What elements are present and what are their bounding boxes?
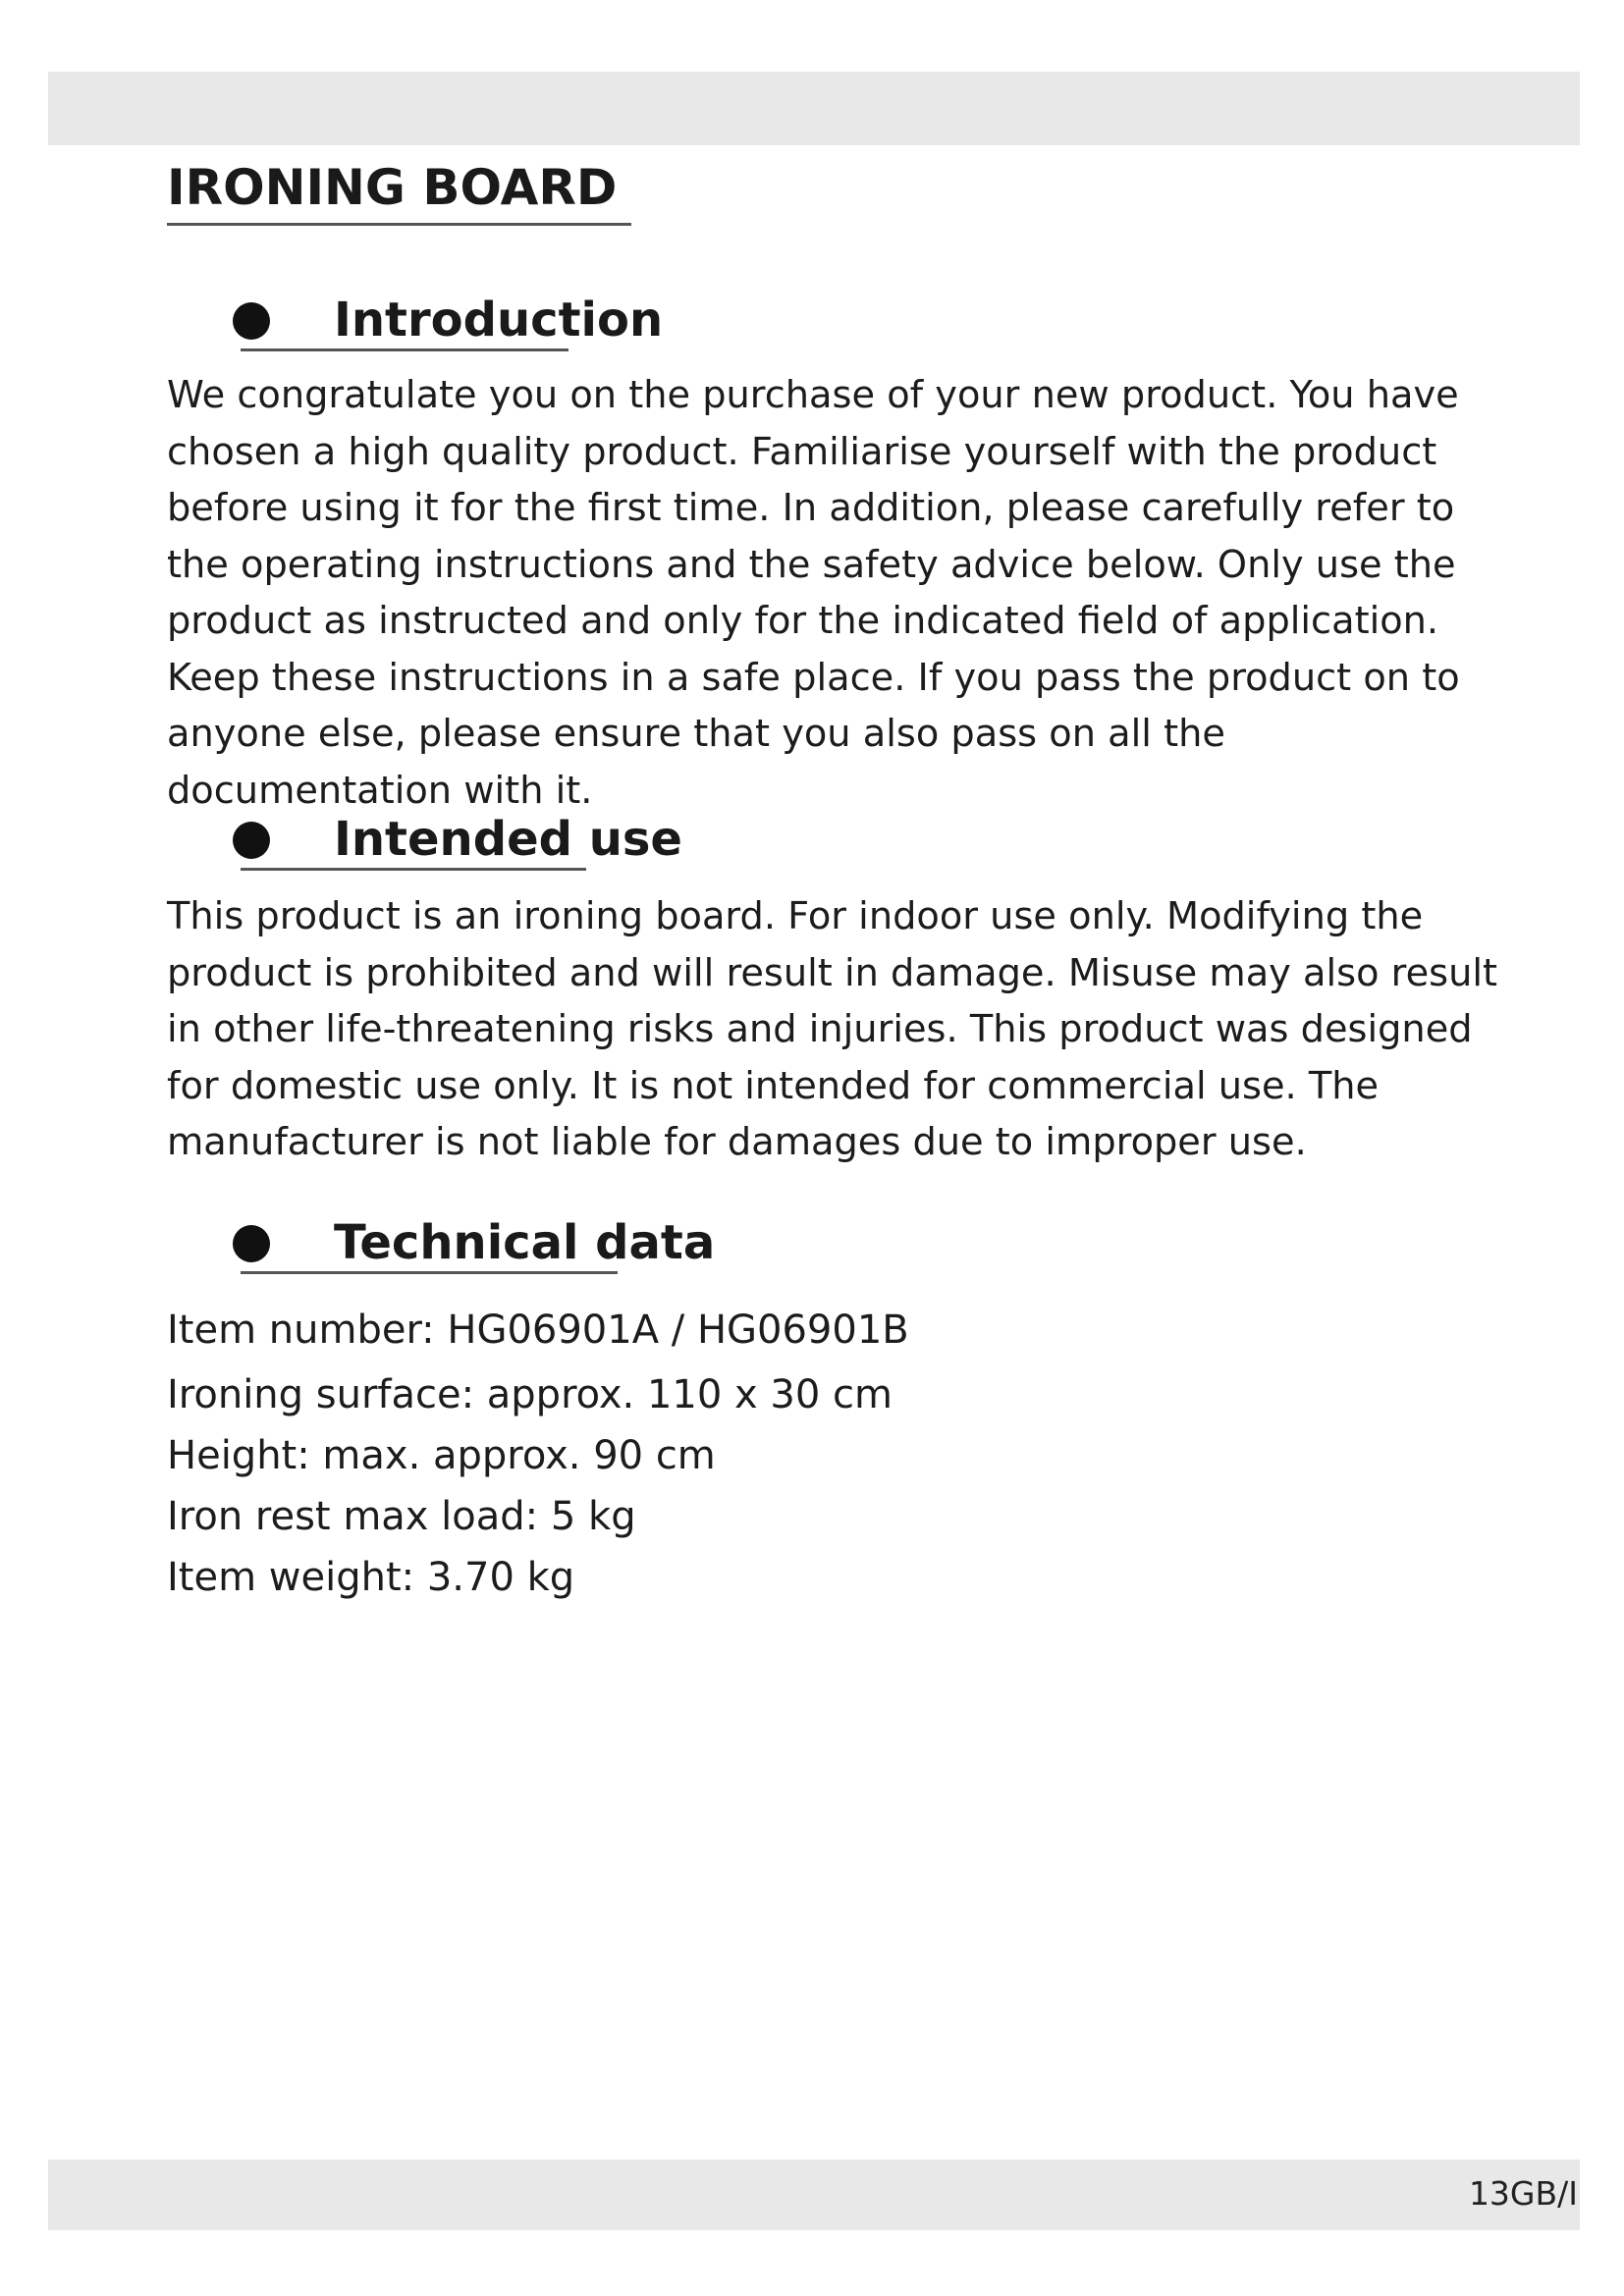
- heading-underline: [241, 1271, 618, 1274]
- introduction-paragraph: We congratulate you on the purchase of your new product. You have chosen a high quality product. Familiarise yourself with the product before using it for the first time. In addition, please carefully refer to the operating instructions and the safety advice below. Only use the product as instructed and only for the indicated field of application. Keep these instructions in a safe place. If you pass the product on to anyone else, please ensure that you also pass on all the documentation with it.: [167, 373, 1460, 813]
- spec-ironing-surface: Ironing surface: approx. 110 x 30 cm: [167, 1372, 893, 1417]
- bullet-icon: [233, 822, 270, 859]
- page-title: IRONING BOARD: [167, 159, 618, 216]
- heading-introduction: Introduction: [334, 293, 664, 347]
- page-number: 13GB/I: [1468, 2174, 1578, 2213]
- heading-underline: [241, 348, 568, 351]
- heading-intended-use: Intended use: [334, 812, 682, 867]
- header-band: [48, 72, 1580, 145]
- heading-underline: [241, 868, 586, 871]
- footer-band: [48, 2160, 1580, 2230]
- title-underline: [167, 223, 631, 226]
- bullet-icon: [233, 1225, 270, 1262]
- intended-use-paragraph: This product is an ironing board. For indoor use only. Modifying the product is prohibited and will result in damage. Misuse may also result in other life-threatening risks and injuries. This product was designed for domestic use only. It is not intended for commercial use. The manufacturer is not liable for damages due to improper use.: [167, 894, 1498, 1164]
- heading-technical-data: Technical data: [334, 1215, 716, 1270]
- spec-iron-rest-load: Iron rest max load: 5 kg: [167, 1494, 636, 1539]
- bullet-icon: [233, 302, 270, 340]
- spec-item-weight: Item weight: 3.70 kg: [167, 1555, 575, 1600]
- spec-height: Height: max. approx. 90 cm: [167, 1433, 716, 1478]
- spec-item-number: Item number: HG06901A / HG06901B: [167, 1308, 909, 1353]
